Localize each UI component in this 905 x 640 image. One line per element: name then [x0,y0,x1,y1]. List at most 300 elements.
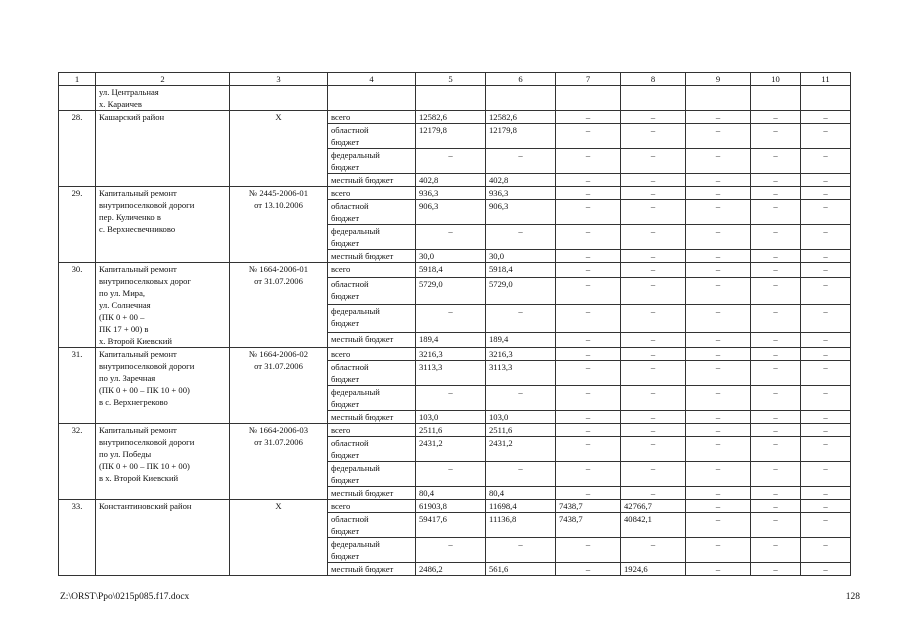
table-cell [556,86,621,111]
funding-source-line: областной [331,514,369,524]
object-name-line: Капитальный ремонт [99,425,177,435]
value-cell: – [751,538,801,563]
value-cell: – [621,538,686,563]
funding-source-line: местный бюджет [331,564,394,574]
value-cell: – [621,200,686,225]
value-cell: – [751,513,801,538]
value-cell: – [686,361,751,386]
document-ref [230,263,328,348]
value-cell: – [556,277,621,305]
funding-source-line: бюджет [331,399,360,409]
value-cell: – [801,263,851,278]
header-cell: 9 [686,73,751,86]
footer-page-number: 128 [845,592,860,602]
budget-table [58,72,851,576]
value-cell: – [801,250,851,263]
object-name [96,348,230,424]
table-row [59,111,851,124]
value-cell: 30,0 [416,250,486,263]
header-cell: 11 [801,73,851,86]
value-cell: – [621,487,686,500]
value-cell: – [621,111,686,124]
value-cell: – [556,487,621,500]
object-name-line: по ул. Заречная [99,373,156,383]
value-cell: – [686,124,751,149]
value-cell: 1924,6 [621,563,686,576]
value-cell: 103,0 [486,411,556,424]
document-ref [230,111,328,187]
object-name-line: Капитальный ремонт [99,349,177,359]
funding-source [328,111,416,124]
value-cell: – [801,174,851,187]
value-cell: – [801,333,851,348]
funding-source-line: бюджет [331,526,360,536]
value-cell: – [556,348,621,361]
value-cell: 906,3 [416,200,486,225]
value-cell: – [801,149,851,174]
value-cell: – [556,187,621,200]
continuation-line: ул. Центральная [99,87,159,97]
document-ref-line: от 31.07.2006 [254,361,303,371]
value-cell: – [486,149,556,174]
value-cell: – [686,500,751,513]
funding-source-line: областной [331,362,369,372]
object-name-line: (ПК 0 + 00 – ПК 10 + 00) [99,461,190,471]
value-cell: 12179,8 [486,124,556,149]
document-ref-line: № 1664-2006-01 [248,264,309,274]
object-name-line: внутрипоселковых дорог [99,276,191,286]
funding-source-line: областной [331,201,369,211]
funding-source-line: федеральный [331,226,380,236]
table-cell [621,86,686,111]
value-cell: – [686,513,751,538]
value-cell: – [686,538,751,563]
value-cell: – [416,305,486,333]
object-name-line: Капитальный ремонт [99,188,177,198]
value-cell: – [801,538,851,563]
value-cell: – [556,462,621,487]
value-cell: 12582,6 [486,111,556,124]
value-cell: – [416,462,486,487]
funding-source-line: бюджет [331,213,360,223]
funding-source-line: областной [331,278,369,289]
funding-source-line: бюджет [331,318,360,329]
document-ref-line: № 1664-2006-02 [248,349,309,359]
funding-source [328,187,416,200]
value-cell: – [416,538,486,563]
funding-source [328,149,416,174]
value-cell: – [751,462,801,487]
value-cell: – [751,124,801,149]
table-cell [686,86,751,111]
value-cell: – [751,174,801,187]
value-cell: – [801,437,851,462]
value-cell: – [801,424,851,437]
value-cell: – [751,386,801,411]
value-cell: – [801,305,851,333]
value-cell: – [686,462,751,487]
value-cell: – [621,462,686,487]
object-name-line: пер. Куличенко в [99,212,161,222]
value-cell: – [801,124,851,149]
value-cell: – [686,487,751,500]
object-name-line: ПК 17 + 00) в [99,324,149,334]
table-row [59,500,851,513]
value-cell: – [556,124,621,149]
header-cell: 7 [556,73,621,86]
funding-source [328,124,416,149]
document-ref-line: X [275,112,282,122]
value-cell: – [801,187,851,200]
funding-source-line: местный бюджет [331,251,394,261]
value-cell: 3216,3 [416,348,486,361]
funding-source [328,563,416,576]
value-cell: – [556,386,621,411]
value-cell: – [486,225,556,250]
value-cell: 3113,3 [416,361,486,386]
value-cell: – [751,424,801,437]
table-cell [751,86,801,111]
value-cell: – [621,348,686,361]
funding-source-line: бюджет [331,475,360,485]
value-cell: 2511,6 [416,424,486,437]
object-name-line: внутрипоселковой дороги [99,200,195,210]
value-cell: 2431,2 [416,437,486,462]
funding-source-line: бюджет [331,450,360,460]
funding-source-line: федеральный [331,306,380,317]
funding-source-line: бюджет [331,137,360,147]
document-ref-line: № 2445-2006-01 [248,188,309,198]
value-cell: – [751,348,801,361]
value-cell: 7438,7 [556,500,621,513]
value-cell: 11136,8 [486,513,556,538]
object-name [96,424,230,500]
value-cell: – [621,187,686,200]
funding-source [328,487,416,500]
funding-source-line: всего [331,425,351,435]
row-number: 28. [59,111,96,187]
value-cell: – [416,386,486,411]
value-cell: – [556,250,621,263]
value-cell: – [621,263,686,278]
object-name-line: с. Верхнесвечниково [99,224,176,234]
value-cell: – [801,348,851,361]
document-ref [230,348,328,424]
funding-source [328,200,416,225]
value-cell: – [556,437,621,462]
value-cell: – [556,411,621,424]
table-row [59,348,851,361]
value-cell: – [556,361,621,386]
funding-source [328,462,416,487]
value-cell: – [751,411,801,424]
value-cell: – [801,411,851,424]
value-cell: – [621,386,686,411]
value-cell: – [801,500,851,513]
value-cell: – [416,149,486,174]
object-name-line: внутрипоселковой дороги [99,361,195,371]
value-cell: – [556,200,621,225]
value-cell: – [486,538,556,563]
value-cell: – [621,225,686,250]
value-cell: 5729,0 [416,277,486,305]
value-cell: – [751,487,801,500]
header-cell: 4 [328,73,416,86]
value-cell: 59417,6 [416,513,486,538]
funding-source-line: федеральный [331,463,380,473]
document-ref-line: от 13.10.2006 [254,200,303,210]
footer-file-path: Z:\ORST\Ppo\0215p085.f17.docx [60,592,190,602]
value-cell: 80,4 [416,487,486,500]
funding-source-line: федеральный [331,539,380,549]
table-cell [230,86,328,111]
value-cell: – [686,250,751,263]
funding-source-line: всего [331,501,351,511]
value-cell: 189,4 [486,333,556,348]
value-cell: – [751,187,801,200]
value-cell: – [751,250,801,263]
value-cell: – [751,277,801,305]
value-cell: – [801,563,851,576]
header-cell: 3 [230,73,328,86]
value-cell: – [416,225,486,250]
object-name-line: Константиновский район [99,501,192,511]
value-cell: 3216,3 [486,348,556,361]
table-cell [59,86,96,111]
funding-source [328,333,416,348]
funding-source [328,538,416,563]
funding-source-line: бюджет [331,374,360,384]
header-cell: 2 [96,73,230,86]
value-cell: – [621,411,686,424]
value-cell: – [751,500,801,513]
value-cell: – [801,487,851,500]
value-cell: 561,6 [486,563,556,576]
value-cell: – [801,462,851,487]
object-name-line: (ПК 0 + 00 – ПК 10 + 00) [99,385,190,395]
object-name-line: в с. Верхнегреково [99,397,168,407]
value-cell: – [751,111,801,124]
header-row [59,73,851,86]
value-cell: – [686,263,751,278]
funding-source-line: бюджет [331,162,360,172]
object-name [96,111,230,187]
value-cell: 2431,2 [486,437,556,462]
funding-source-line: бюджет [331,551,360,561]
value-cell: 936,3 [486,187,556,200]
value-cell: – [556,424,621,437]
value-cell: – [621,124,686,149]
value-cell: – [686,348,751,361]
row-number: 31. [59,348,96,424]
value-cell: – [751,437,801,462]
value-cell: 936,3 [416,187,486,200]
funding-source [328,263,416,278]
value-cell: 7438,7 [556,513,621,538]
document-ref-line: X [275,501,282,511]
table-cell [801,86,851,111]
funding-source-line: всего [331,112,351,122]
value-cell: – [556,563,621,576]
value-cell: 80,4 [486,487,556,500]
value-cell: – [801,386,851,411]
header-cell: 6 [486,73,556,86]
value-cell: 30,0 [486,250,556,263]
value-cell: – [686,305,751,333]
value-cell: – [801,200,851,225]
object-name-line: по ул. Мира, [99,288,146,298]
value-cell: – [686,563,751,576]
value-cell: – [621,305,686,333]
funding-source [328,411,416,424]
header-cell: 10 [751,73,801,86]
value-cell: 12582,6 [416,111,486,124]
header-cell: 8 [621,73,686,86]
value-cell: – [621,361,686,386]
document-ref-line: от 31.07.2006 [254,437,303,447]
value-cell: – [621,250,686,263]
object-name [96,500,230,576]
document-ref [230,500,328,576]
funding-source [328,225,416,250]
funding-source [328,424,416,437]
header-cell: 1 [59,73,96,86]
value-cell: – [801,361,851,386]
funding-source-line: местный бюджет [331,412,394,422]
funding-source-line: всего [331,349,351,359]
value-cell: – [621,333,686,348]
document-ref [230,187,328,263]
value-cell: – [801,513,851,538]
value-cell: – [556,149,621,174]
funding-source [328,500,416,513]
value-cell: – [486,386,556,411]
object-name-line: внутрипоселковой дороги [99,437,195,447]
value-cell: – [686,174,751,187]
value-cell: – [686,277,751,305]
funding-source [328,513,416,538]
value-cell: – [621,174,686,187]
document-ref-line: от 31.07.2006 [254,276,303,286]
header-cell: 5 [416,73,486,86]
funding-source [328,305,416,333]
object-name-line: Капитальный ремонт [99,264,177,274]
object-name-line: по ул. Победы [99,449,152,459]
object-name-line: (ПК 0 + 00 – [99,312,145,322]
object-name-line: х. Второй Киевский [99,336,172,346]
funding-source [328,386,416,411]
object-name [96,263,230,348]
value-cell: 2486,2 [416,563,486,576]
value-cell: 40842,1 [621,513,686,538]
row-number: 29. [59,187,96,263]
value-cell: – [751,200,801,225]
row-number: 32. [59,424,96,500]
funding-source-line: всего [331,264,351,274]
value-cell: – [686,424,751,437]
funding-source [328,348,416,361]
funding-source [328,174,416,187]
value-cell: – [751,263,801,278]
value-cell: – [621,277,686,305]
object-name-line: Кашарский район [99,112,165,122]
value-cell: 61903,8 [416,500,486,513]
value-cell: – [686,149,751,174]
value-cell: – [751,563,801,576]
value-cell: – [556,225,621,250]
value-cell: 5918,4 [416,263,486,278]
funding-source-line: бюджет [331,238,360,248]
funding-source-line: местный бюджет [331,488,394,498]
value-cell: – [556,263,621,278]
value-cell: – [556,538,621,563]
funding-source-line: областной [331,438,369,448]
table-row [59,263,851,278]
funding-source-line: всего [331,188,351,198]
funding-source [328,361,416,386]
document-ref [230,424,328,500]
value-cell: 3113,3 [486,361,556,386]
funding-source-line: федеральный [331,387,380,397]
document-ref-line: № 1664-2006-03 [248,425,309,435]
value-cell: 103,0 [416,411,486,424]
value-cell: – [801,277,851,305]
value-cell: – [686,111,751,124]
table-cell [486,86,556,111]
value-cell: – [686,187,751,200]
funding-source [328,437,416,462]
value-cell: – [556,305,621,333]
continuation-row [59,86,851,111]
continuation-text [96,86,230,111]
value-cell: – [621,437,686,462]
funding-source [328,250,416,263]
value-cell: – [751,225,801,250]
table-row [59,424,851,437]
value-cell: – [751,305,801,333]
value-cell: – [686,225,751,250]
value-cell: – [556,333,621,348]
value-cell: – [556,174,621,187]
value-cell: – [686,333,751,348]
value-cell: – [621,424,686,437]
value-cell: – [751,333,801,348]
value-cell: – [686,411,751,424]
value-cell: – [686,386,751,411]
value-cell: 11698,4 [486,500,556,513]
value-cell: – [686,200,751,225]
object-name [96,187,230,263]
funding-source-line: бюджет [331,290,360,301]
value-cell: 12179,8 [416,124,486,149]
value-cell: – [801,111,851,124]
table-cell [328,86,416,111]
table-cell [416,86,486,111]
value-cell: 402,8 [486,174,556,187]
value-cell: 402,8 [416,174,486,187]
value-cell: – [486,305,556,333]
value-cell: 5729,0 [486,277,556,305]
value-cell: 2511,6 [486,424,556,437]
funding-source [328,277,416,305]
value-cell: – [801,225,851,250]
value-cell: – [486,462,556,487]
table-body [59,73,851,576]
object-name-line: ул. Солнечная [99,300,151,310]
object-name-line: в х. Второй Киевский [99,473,179,483]
value-cell: – [686,437,751,462]
row-number: 30. [59,263,96,348]
